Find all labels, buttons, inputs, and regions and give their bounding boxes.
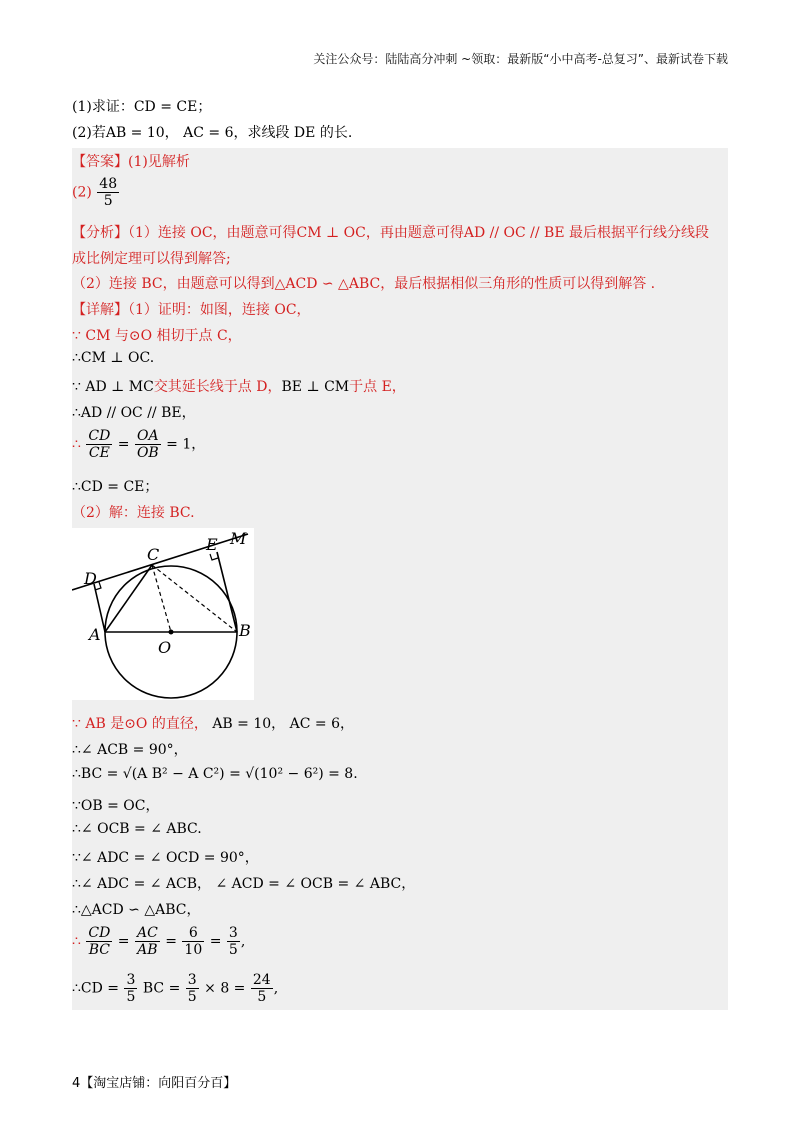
detail-line-12: ∵OB = OC， [72, 798, 160, 814]
analysis-text-1: （1）连接 OC，由题意可得CM ⊥ OC，再由题意可得AD // OC // BE 最后根据平行线分线段 [128, 225, 709, 241]
denominator: 5 [228, 942, 238, 958]
detail-line-6: ∴ $\frac{CD}{CE}$ = $\frac{OA}{OB}$ = 1， [72, 428, 206, 461]
answer-numerator: 48 [99, 176, 118, 192]
detail-line-2: ∵ CM 与⊙O 相切于点 C， [72, 328, 242, 344]
fraction-oa-ob [135, 428, 161, 461]
denominator: 5 [187, 989, 197, 1005]
answer-denominator: 5 [103, 193, 113, 209]
detail-line-9b: AB = 10， AC = 6， [207, 716, 354, 732]
denominator: 5 [257, 989, 267, 1005]
question-part-2: (2)若AB = 10， AC = 6，求线段 DE 的长. [72, 125, 353, 141]
fraction-3-5 [227, 925, 240, 958]
label-C: C [147, 545, 160, 564]
detail-line-18-mid2: × 8 = [204, 980, 246, 997]
denominator: 5 [126, 989, 136, 1005]
detail-line-15: ∴∠ ADC = ∠ ACB， ∠ ACD = ∠ OCB = ∠ ABC， [72, 876, 416, 892]
numerator: CD [88, 428, 111, 444]
label-B: B [239, 621, 251, 640]
label-M: M [230, 529, 247, 548]
answer-fraction [97, 176, 119, 209]
analysis-line-1 [72, 222, 709, 242]
denominator: CE [88, 445, 110, 461]
answer-label: 【答案】 [72, 154, 128, 170]
label-A: A [89, 625, 101, 644]
analysis-line-3: （2）连接 BC，由题意可以得到△ACD ∽ △ABC，最后根据相似三角形的性质可以得到解答 . [72, 276, 656, 292]
detail-line-4c: BE ⊥ CM [281, 379, 350, 395]
page-header: 关注公众号：陆陆高分冲刺 ~领取：最新版“小中高考-总复习”、最新试卷下载 [313, 52, 728, 66]
denominator: BC [88, 942, 110, 958]
detail-label: 【详解】 [72, 302, 128, 318]
page-footer: 4【淘宝店铺：向阳百分百】 [72, 1076, 237, 1091]
answer-line-2 [72, 176, 120, 209]
detail-line-14: ∵∠ ADC = ∠ OCD = 90°， [72, 850, 259, 866]
label-D: D [84, 569, 97, 588]
detail-line-16: ∴△ACD ∽ △ABC， [72, 902, 201, 918]
fraction-24-5 [251, 972, 273, 1005]
numerator: 3 [126, 972, 136, 988]
detail-line-5: ∴AD // OC // BE， [72, 405, 196, 421]
analysis-line-2: 成比例定理可以得到解答; [72, 251, 231, 267]
answer-line-1 [72, 151, 190, 171]
fraction-cd-bc [86, 925, 112, 958]
therefore-symbol: ∴ [72, 436, 81, 453]
detail-line-13: ∴∠ OCB = ∠ ABC. [72, 821, 202, 837]
detail-line-7: ∴CD = CE； [72, 479, 159, 495]
detail-line-3: ∴CM ⊥ OC. [72, 350, 155, 366]
analysis-label: 【分析】 [72, 225, 128, 241]
numerator: 3 [187, 972, 197, 988]
detail-line-11: ∴BC = √(A B² − A C²) = √(10² − 6²) = 8. [72, 766, 358, 782]
detail-line-18-mid: BC = [142, 980, 181, 997]
numerator: 6 [182, 925, 204, 942]
detail-line-9 [72, 713, 354, 733]
therefore-symbol: ∴ [72, 933, 81, 950]
detail-line-4b: 交其延长线于点 D， [153, 379, 282, 395]
denominator: 10 [184, 942, 203, 958]
numerator: OA [135, 428, 161, 445]
fraction-3-5-a [124, 972, 137, 1005]
detail-line-4a: ∵ AD ⊥ MC [72, 379, 154, 395]
answer-part-2-prefix: (2) [72, 184, 92, 201]
numerator: AC [136, 925, 158, 941]
fraction-cd-ce [86, 428, 112, 461]
detail-line-1 [72, 299, 311, 319]
detail-line-4 [72, 376, 406, 396]
detail-line-9a: ∵ AB 是⊙O 的直径， [72, 716, 208, 732]
detail-line-18: ∴CD = $\frac{3}{5}$ BC = $\frac{3}{5}$ × 8 = $\frac{24}{5}$ , [72, 972, 279, 1005]
fraction-6-10 [182, 925, 204, 958]
detail-line-8: （2）解：连接 BC. [72, 505, 195, 521]
fraction-3-5-b [186, 972, 199, 1005]
answer-part-1: (1)见解析 [128, 154, 190, 170]
detail-text-1: （1）证明：如图，连接 OC， [128, 302, 311, 318]
numerator: 24 [252, 972, 271, 988]
label-O: O [158, 638, 172, 657]
equation-end: = 1， [166, 436, 206, 453]
numerator: 3 [228, 925, 238, 941]
detail-line-18-start: ∴CD = [72, 980, 120, 997]
denominator: AB [137, 942, 158, 958]
fraction-ac-ab [135, 925, 160, 958]
detail-line-10: ∴∠ ACB = 90°， [72, 742, 188, 758]
circle-tangent-figure [72, 528, 254, 700]
question-part-1: (1)求证：CD = CE； [72, 99, 212, 115]
detail-line-4d: 于点 E， [349, 379, 406, 395]
numerator: CD [88, 925, 111, 941]
denominator: OB [136, 445, 159, 461]
detail-line-17: ∴ $\frac{CD}{BC}$ = $\frac{AC}{AB}$ = $\frac{6}{10}$ = $\frac{3}{5}$ , [72, 925, 246, 958]
label-E: E [206, 535, 218, 554]
